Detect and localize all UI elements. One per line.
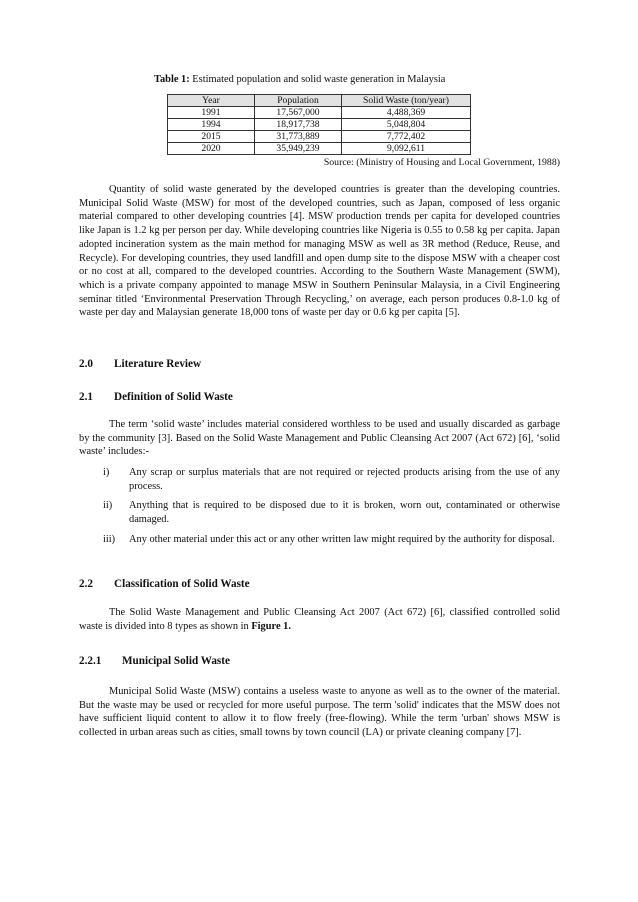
table-cell: 7,772,402 (342, 131, 471, 143)
table-source: Source: (Ministry of Housing and Local Government, 1988) (323, 157, 560, 168)
list-item (103, 466, 560, 493)
classification-text: The Solid Waste Management and Public Cleansing Act 2007 (Act 672) [6], classified controlled solid waste is divided into 8 types as shown in (79, 607, 560, 632)
table-cell: 1991 (168, 107, 255, 119)
classification-section (79, 606, 560, 633)
table-cell: 35,949,239 (255, 143, 342, 155)
table-header-row (168, 95, 471, 107)
table-cell: 18,917,738 (255, 119, 342, 131)
heading-number: 2.2 (79, 578, 93, 590)
table-cell: 1994 (168, 119, 255, 131)
msw-section (79, 685, 560, 740)
msw-paragraph: Municipal Solid Waste (MSW) contains a useless waste to anyone as well as to the owner of the material. But the waste may be used or recycled for more useful purpose. The term 'solid' indicates that the MSW does not have sufficient liquid content to allow it to flow freely (free-flowing). While the term 'urban' shows MSW is collected in urban areas such as cities, small towns by town council (LA) or private cleaning company [7]. (79, 686, 560, 739)
table-header-solid-waste: Solid Waste (ton/year) (342, 95, 471, 107)
table-cell: 17,567,000 (255, 107, 342, 119)
table-cell: 2020 (168, 143, 255, 155)
definition-list (103, 466, 560, 547)
heading-title: Literature Review (114, 358, 202, 370)
table-row (168, 107, 471, 119)
table-row (168, 143, 471, 155)
heading-definition-solid-waste (79, 391, 233, 403)
list-text: Any scrap or surplus materials that are not required or rejected products arising from the use of any process. (129, 467, 560, 492)
heading-literature-review (79, 358, 201, 370)
list-marker: iii) (103, 533, 116, 545)
heading-classification-solid-waste (79, 578, 250, 590)
table-header-population: Population (255, 95, 342, 107)
figure-reference: Figure 1. (251, 620, 291, 632)
list-item (103, 499, 560, 526)
heading-number: 2.2.1 (79, 655, 102, 667)
definition-section (79, 418, 560, 459)
table-header-year: Year (168, 95, 255, 107)
heading-title: Classification of Solid Waste (114, 578, 250, 590)
list-text: Anything that is required to be disposed due to it is broken, worn out, contaminated or otherwise damaged. (129, 500, 560, 526)
table-row (168, 131, 471, 143)
list-marker: i) (103, 467, 110, 478)
heading-municipal-solid-waste (79, 655, 230, 667)
population-waste-table (167, 94, 471, 155)
heading-number: 2.1 (79, 391, 93, 403)
table-cell: 4,488,369 (342, 107, 471, 119)
table-caption-text: Estimated population and solid waste generation in Malaysia (189, 74, 446, 85)
definition-paragraph: The term ‘solid waste’ includes material considered worthless to be used and usually discarded as garbage by the community [3]. Based on the Solid Waste Management and Public Cleansing Act 2007 (Act 672) [6], ‘solid waste’ includes:- (79, 419, 560, 458)
list-item (103, 533, 560, 547)
table-row (168, 119, 471, 131)
table-cell: 9,092,611 (342, 143, 471, 155)
classification-paragraph (79, 606, 560, 633)
heading-title: Definition of Solid Waste (114, 391, 233, 403)
list-marker: ii) (103, 500, 113, 512)
table-cell: 2015 (168, 131, 255, 143)
heading-title: Municipal Solid Waste (122, 655, 230, 667)
heading-number: 2.0 (79, 358, 93, 370)
list-text: Any other material under this act or any other written law might required by the authority for disposal. (129, 533, 555, 545)
table-caption (154, 74, 445, 85)
intro-paragraph: Quantity of solid waste generated by the developed countries is greater than the developing countries. Municipal Solid Waste (MSW) for most of the developed countries, such as Japan, composed of less organic material compared to other developing countries [4]. MSW production trends per capita for developed countries like Japan is 1.2 kg per person per day. While developing countries like Nigeria is 0.55 to 0.58 kg per capita. Japan adopted incineration system as the main method for managing MSW as well as 3R method (Reduce, Reuse, and Recycle). For developing countries, they used landfill and open dump site to the dispose MSW with a cheaper cost or no cost at all, compared to the developed countries. According to the Southern Waste Management (SWM), which is a private company appointed to manage MSW in Southern Peninsular Malaysia, in a Civil Engineering seminar titled ‘Environmental Preservation Through Recycling,’ on average, each person produces 0.8-1.0 kg of waste per day and Malaysian generate 18,000 tons of waste per day or 0.6 kg per capita [5]. (79, 184, 560, 319)
table-caption-label: Table 1: (154, 74, 190, 85)
table-cell: 5,048,804 (342, 119, 471, 131)
intro-section (79, 183, 560, 320)
table-cell: 31,773,889 (255, 131, 342, 143)
